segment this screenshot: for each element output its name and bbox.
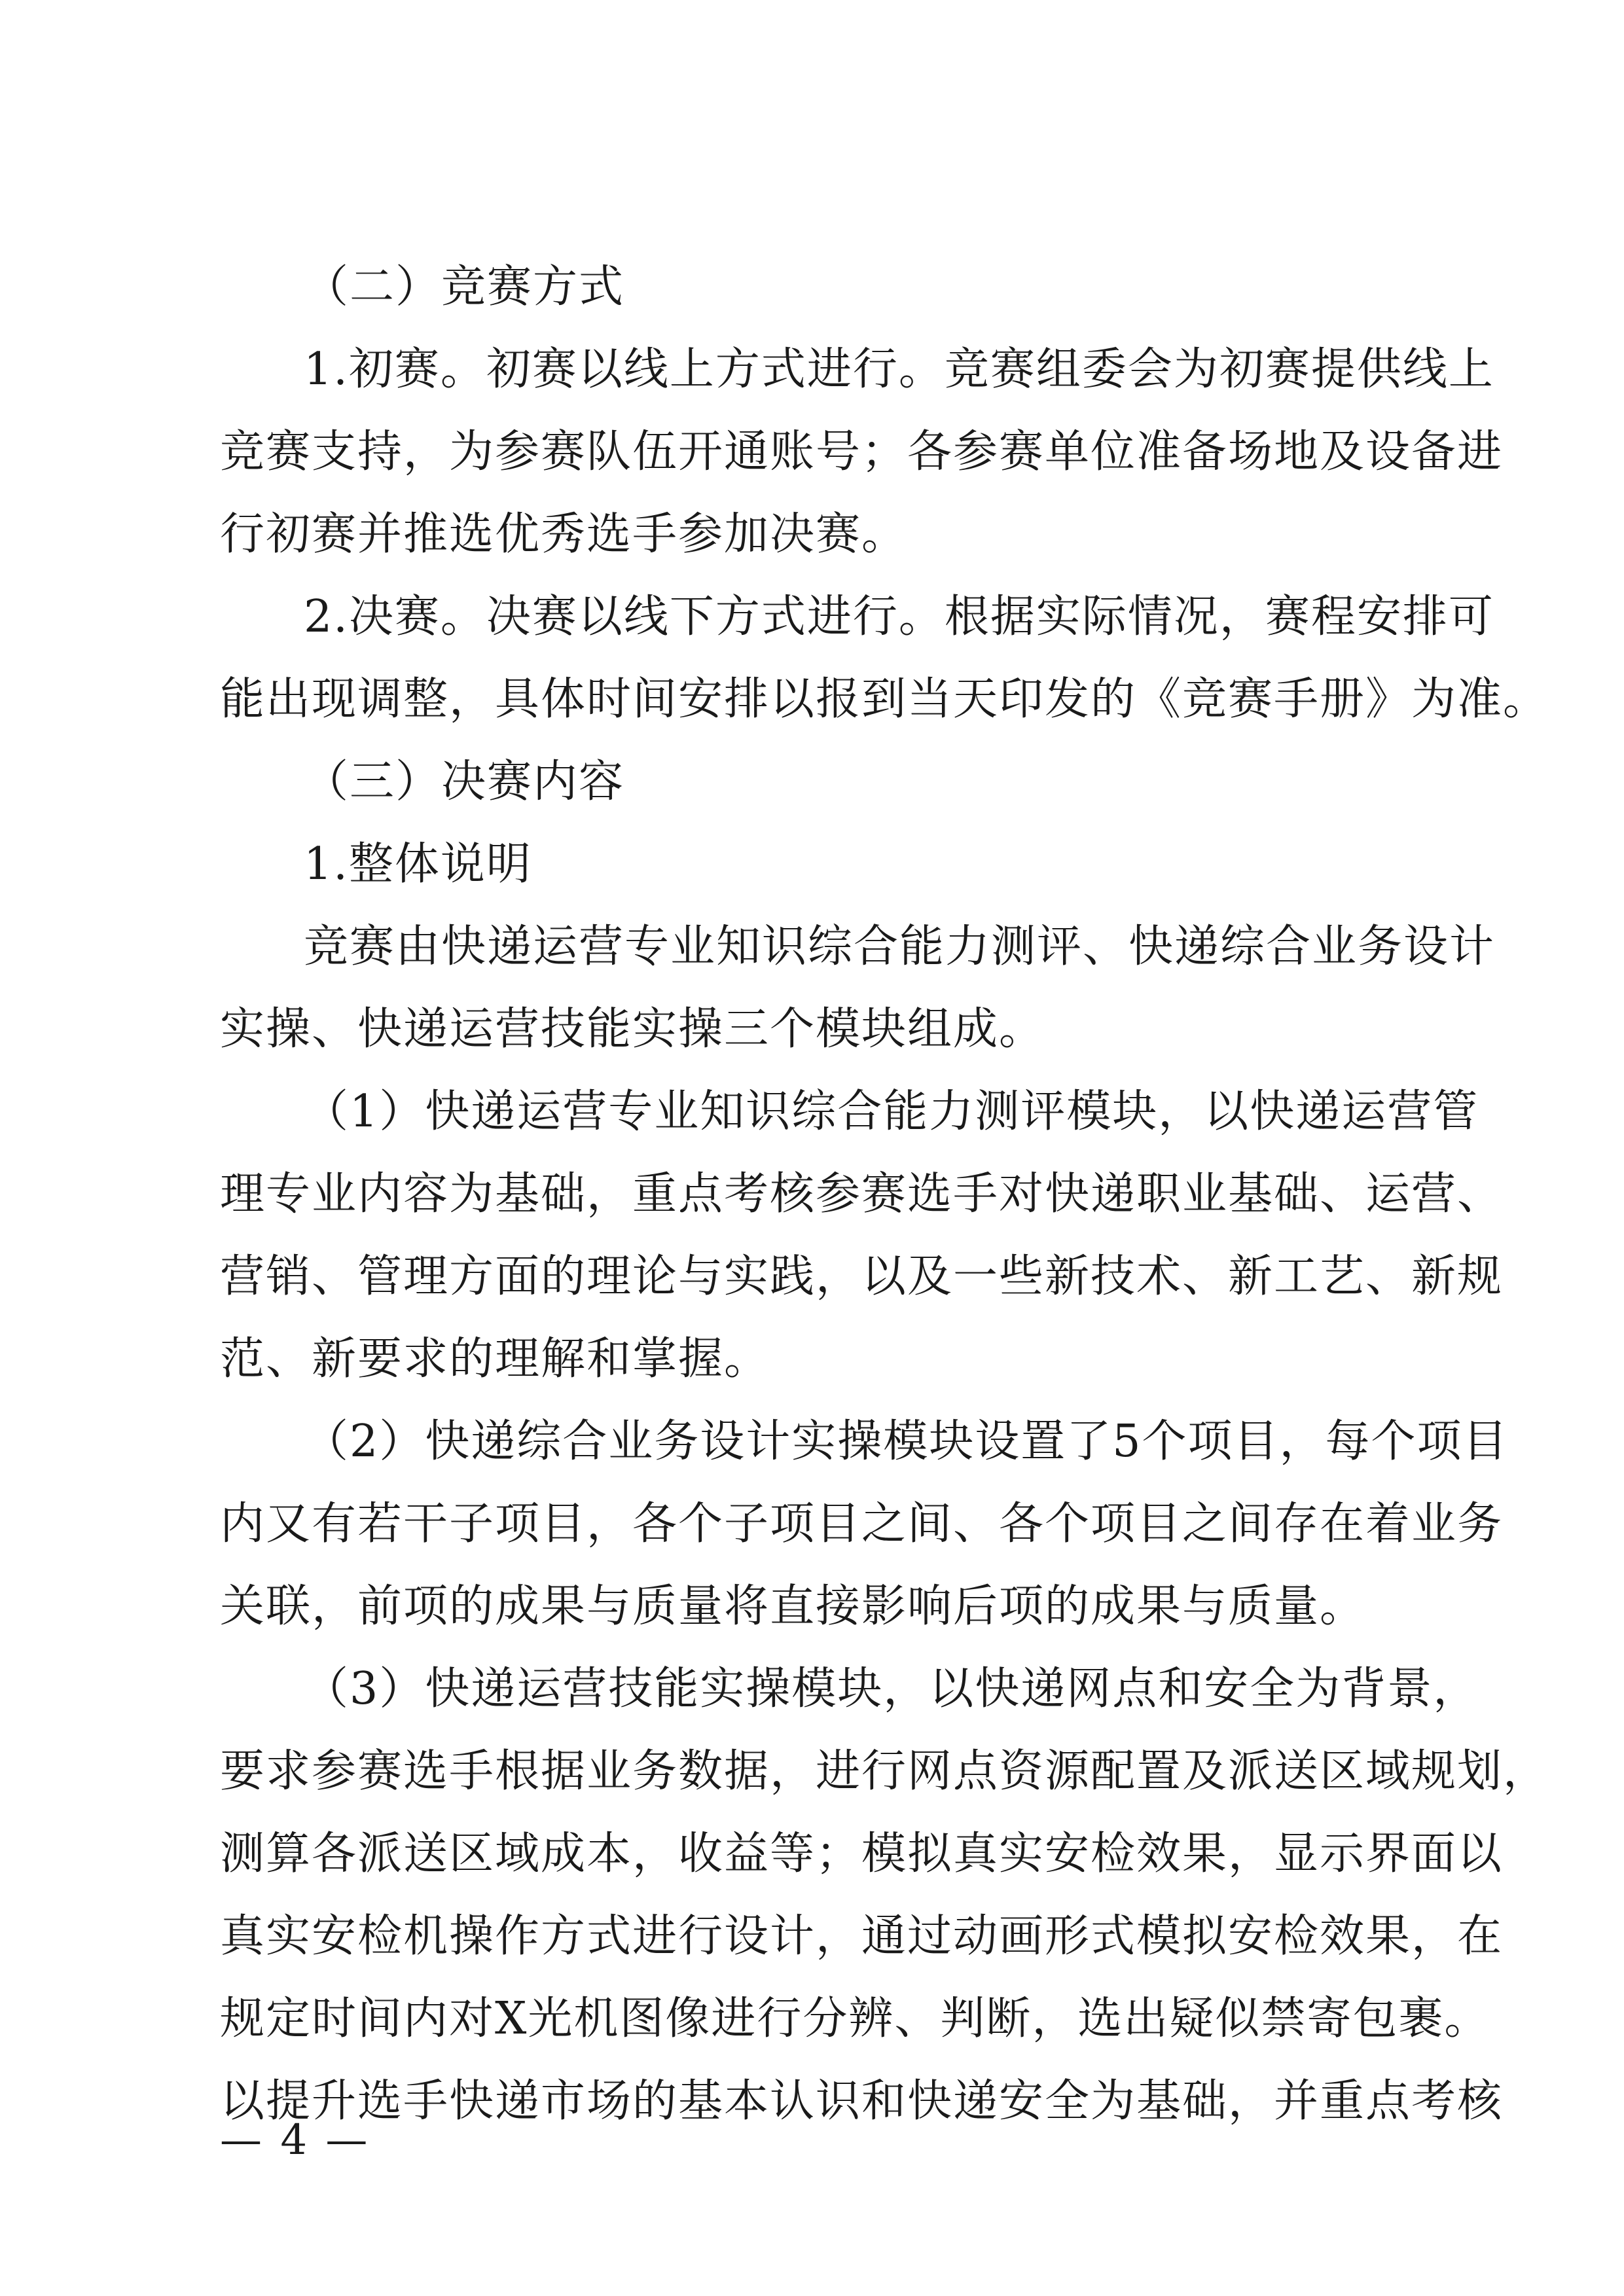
paragraph-line: 测算各派送区域成本，收益等；模拟真实安检效果，显示界面以: [220, 1828, 1504, 1880]
paragraph-line: 行初赛并推选优秀选手参加决赛。: [220, 509, 908, 560]
paragraph-line: 2.决赛。决赛以线下方式进行。根据实际情况，赛程安排可: [304, 591, 1494, 643]
paragraph-line: 实操、快递运营技能实操三个模块组成。: [220, 1003, 1045, 1055]
paragraph-line: 营销、管理方面的理论与实践，以及一些新技术、新工艺、新规: [220, 1251, 1504, 1302]
section-heading-competition-format: （二）竞赛方式: [304, 261, 625, 313]
paragraph-line: 能出现调整，具体时间安排以报到当天印发的《竞赛手册》为准。: [220, 673, 1549, 725]
paragraph-line: 以提升选手快递市场的基本认识和快递安全为基础，并重点考核: [220, 2075, 1504, 2127]
paragraph-line: 规定时间内对X光机图像进行分辨、判断，选出疑似禁寄包裹。: [220, 1993, 1490, 2045]
paragraph-line: （3）快递运营技能实操模块，以快递网点和安全为背景，: [304, 1663, 1479, 1715]
paragraph-line: 要求参赛选手根据业务数据，进行网点资源配置及派送区域规划，: [220, 1746, 1549, 1797]
page-number: — 4 —: [220, 2116, 370, 2164]
paragraph-line: （1）快递运营专业知识综合能力测评模块，以快递运营管: [304, 1086, 1479, 1138]
paragraph-line: （2）快递综合业务设计实操模块设置了5个项目，每个项目: [304, 1416, 1509, 1467]
paragraph-line: 1.初赛。初赛以线上方式进行。竞赛组委会为初赛提供线上: [304, 344, 1494, 395]
paragraph-line: 关联，前项的成果与质量将直接影响后项的成果与质量。: [220, 1581, 1366, 1632]
section-heading-final-content: （三）决赛内容: [304, 756, 625, 808]
paragraph-line: 范、新要求的理解和掌握。: [220, 1333, 770, 1385]
paragraph-line: 竞赛支持，为参赛队伍开通账号；各参赛单位准备场地及设备进: [220, 426, 1504, 478]
paragraph-line: 竞赛由快递运营专业知识综合能力测评、快递综合业务设计: [304, 921, 1496, 973]
document-body: [220, 246, 1549, 2143]
subsection-heading-overall: 1.整体说明: [304, 838, 532, 890]
paragraph-line: 真实安检机操作方式进行设计，通过动画形式模拟安检效果，在: [220, 1910, 1504, 1962]
paragraph-line: 内又有若干子项目，各个子项目之间、各个项目之间存在着业务: [220, 1498, 1504, 1550]
paragraph-line: 理专业内容为基础，重点考核参赛选手对快递职业基础、运营、: [220, 1168, 1504, 1220]
